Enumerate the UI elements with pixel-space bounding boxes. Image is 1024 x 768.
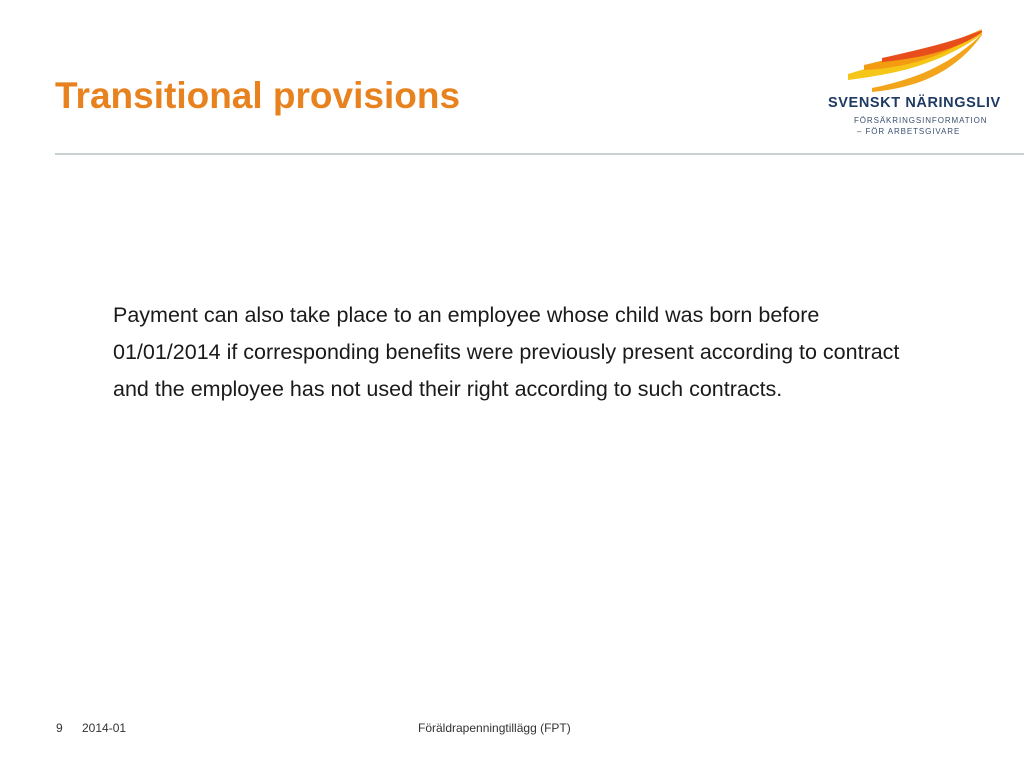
footer-document-title: Föräldrapenningtillägg (FPT) (418, 721, 571, 735)
page-number: 9 (56, 721, 63, 735)
header-divider (55, 153, 1024, 155)
logo-name: SVENSKT NÄRINGSLIV (828, 95, 1001, 111)
logo-subtitle-2: – FÖR ARBETSGIVARE (857, 127, 961, 136)
logo-subtitle-1: FÖRSÄKRINGSINFORMATION (854, 116, 988, 125)
swoosh-logo-icon (842, 28, 982, 94)
slide-title: Transitional provisions (55, 75, 461, 116)
company-logo (826, 28, 1016, 140)
body-paragraph: Payment can also take place to an employee whose child was born before 01/01/2014 if corresponding benefits were previously present according to contract and the employee has not used their right according to such contracts. (113, 303, 900, 401)
footer-date: 2014-01 (82, 721, 127, 735)
